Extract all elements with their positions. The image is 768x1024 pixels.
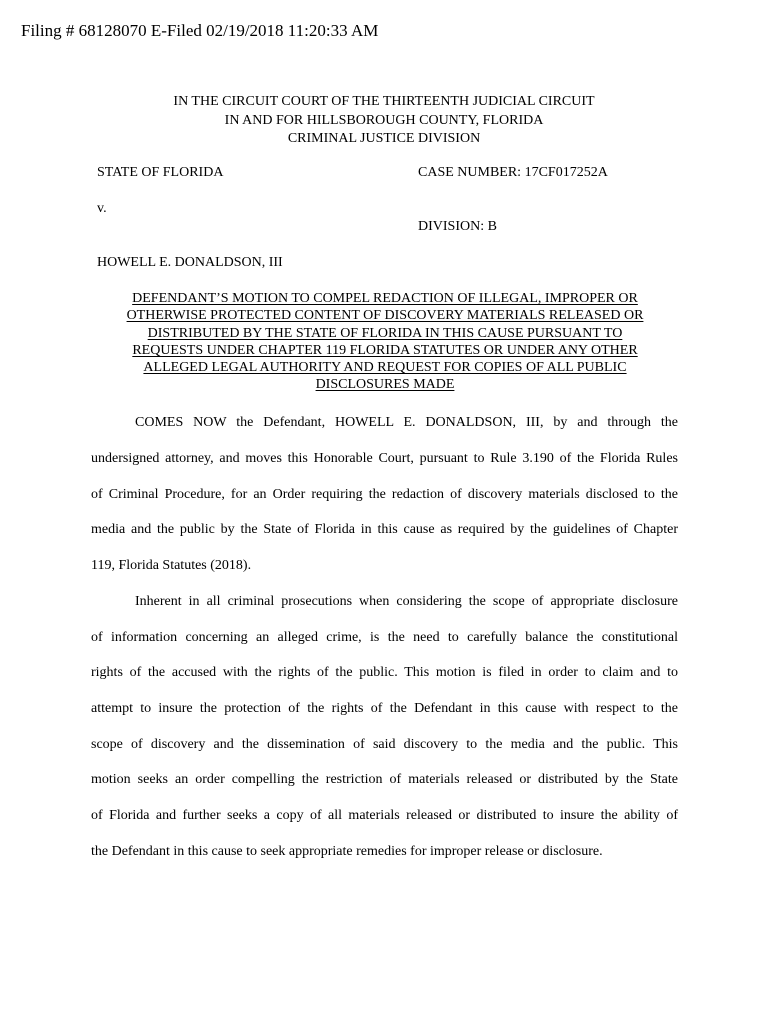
plaintiff-name: STATE OF FLORIDA xyxy=(97,165,224,180)
body-line: COMES NOW the Defendant, HOWELL E. DONALDSON, III, by and through the xyxy=(135,415,678,430)
motion-title-line: ALLEGED LEGAL AUTHORITY AND REQUEST FOR COPIES OF ALL PUBLIC xyxy=(143,360,627,376)
motion-title xyxy=(96,290,674,394)
body-line: scope of discovery and the dissemination of said discovery to the media and the public. This xyxy=(91,737,678,752)
court-heading xyxy=(60,93,708,149)
division-label: DIVISION: B xyxy=(418,219,497,234)
motion-title-line: DISTRIBUTED BY THE STATE OF FLORIDA IN THIS CAUSE PURSUANT TO xyxy=(147,325,623,341)
body-line: motion seeks an order compelling the restriction of materials released or distributed by the State xyxy=(91,772,678,787)
filing-header: Filing # 68128070 E-Filed 02/19/2018 11:20:33 AM xyxy=(21,21,379,40)
body-line: media and the public by the State of Florida in this cause as required by the guidelines of Chapter xyxy=(91,522,678,537)
body-line: Inherent in all criminal prosecutions when considering the scope of appropriate disclosure xyxy=(135,594,678,609)
body-line: 119, Florida Statutes (2018). xyxy=(91,558,252,573)
body-line: rights of the accused with the rights of the public. This motion is filed in order to claim and to xyxy=(91,665,678,680)
case-number: CASE NUMBER: 17CF017252A xyxy=(418,165,608,180)
motion-title-line: DEFENDANT’S MOTION TO COMPEL REDACTION OF ILLEGAL, IMPROPER OR xyxy=(132,291,638,306)
court-heading-line: IN THE CIRCUIT COURT OF THE THIRTEENTH JUDICIAL CIRCUIT xyxy=(173,94,595,109)
motion-title-line: REQUESTS UNDER CHAPTER 119 FLORIDA STATUTES OR UNDER ANY OTHER xyxy=(132,342,638,358)
court-heading-line: IN AND FOR HILLSBOROUGH COUNTY, FLORIDA xyxy=(224,112,544,128)
motion-title-line: OTHERWISE PROTECTED CONTENT OF DISCOVERY MATERIALS RELEASED OR xyxy=(126,308,644,324)
body-line: of information concerning an alleged crime, is the need to carefully balance the constitutional xyxy=(91,630,678,645)
body-line: undersigned attorney, and moves this Honorable Court, pursuant to Rule 3.190 of the Florida Rules xyxy=(91,451,678,466)
court-heading-line: CRIMINAL JUSTICE DIVISION xyxy=(287,131,481,146)
body-line: of Florida and further seeks a copy of all materials released or distributed to insure the ability of xyxy=(91,808,678,823)
body-line: attempt to insure the protection of the rights of the Defendant in this cause with respect to the xyxy=(91,701,678,716)
defendant-name: HOWELL E. DONALDSON, III xyxy=(97,255,283,270)
motion-title-line: DISCLOSURES MADE xyxy=(315,377,455,393)
versus-label: v. xyxy=(97,201,107,216)
body-line: of Criminal Procedure, for an Order requiring the redaction of discovery materials disclosed to the xyxy=(91,487,678,502)
body-line: the Defendant in this cause to seek appropriate remedies for improper release or disclosure. xyxy=(91,844,603,859)
